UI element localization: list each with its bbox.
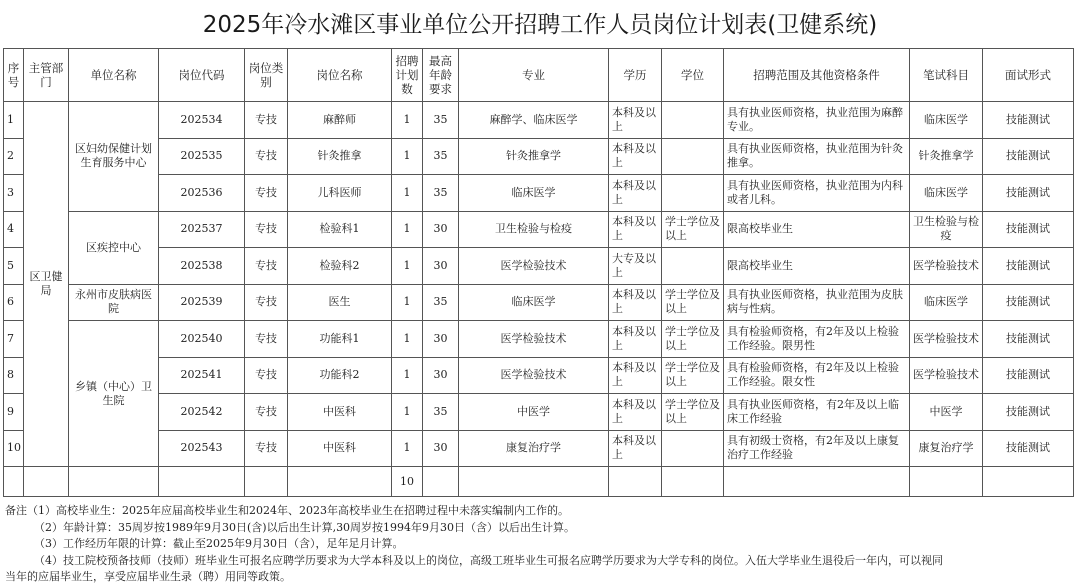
cell-unit: 区妇幼保健计划生育服务中心	[69, 102, 159, 212]
cell-seq: 10	[4, 430, 24, 467]
table-row	[4, 357, 1074, 394]
header-dept: 主管部门	[24, 49, 69, 102]
cell-exam: 临床医学	[910, 175, 983, 212]
table-row	[4, 394, 1074, 431]
cell-category: 专技	[245, 394, 288, 431]
cell-education: 本科及以上	[609, 211, 662, 248]
cell-exam: 医学检验技术	[910, 357, 983, 394]
header-quota: 招聘计划数	[392, 49, 423, 102]
cell-code: 202542	[159, 394, 245, 431]
cell-conditions: 具有执业医师资格，执业范围为麻醉专业。	[724, 102, 910, 139]
cell-exam: 康复治疗学	[910, 430, 983, 467]
cell-education: 本科及以上	[609, 138, 662, 175]
cell-category: 专技	[245, 175, 288, 212]
cell-seq: 5	[4, 248, 24, 285]
cell-code: 202540	[159, 321, 245, 358]
cell-major: 中医学	[459, 394, 609, 431]
cell-seq: 4	[4, 211, 24, 248]
cell-conditions: 具有执业医师资格，有2年及以上临床工作经验	[724, 394, 910, 431]
note-line: 当年的应届毕业生，享受应届毕业生录（聘）用同等政策。	[5, 570, 291, 583]
table-row	[4, 102, 1074, 139]
cell-post: 针灸推拿	[288, 138, 392, 175]
table-row	[4, 321, 1074, 358]
header-exam: 笔试科目	[910, 49, 983, 102]
header-major: 专业	[459, 49, 609, 102]
cell-conditions: 限高校毕业生	[724, 211, 910, 248]
cell-age: 35	[423, 394, 459, 431]
cell-exam: 医学检验技术	[910, 248, 983, 285]
cell-unit: 乡镇（中心）卫生院	[69, 321, 159, 467]
cell-quota: 1	[392, 321, 423, 358]
cell-code: 202541	[159, 357, 245, 394]
cell-post: 中医科	[288, 430, 392, 467]
cell-conditions: 具有检验师资格，有2年及以上检验工作经验。限男性	[724, 321, 910, 358]
cell-quota: 1	[392, 394, 423, 431]
cell-dept: 区卫健局	[24, 102, 69, 467]
cell-interview: 技能测试	[983, 394, 1074, 431]
cell-degree	[662, 102, 724, 139]
cell-education: 本科及以上	[609, 357, 662, 394]
cell-unit: 区疾控中心	[69, 211, 159, 284]
header-row	[4, 49, 1074, 102]
cell-major: 针灸推拿学	[459, 138, 609, 175]
cell-code: 202535	[159, 138, 245, 175]
cell-quota: 1	[392, 211, 423, 248]
cell-seq: 7	[4, 321, 24, 358]
cell-exam: 临床医学	[910, 102, 983, 139]
cell-conditions: 具有检验师资格，有2年及以上检验工作经验。限女性	[724, 357, 910, 394]
cell-age: 35	[423, 284, 459, 321]
cell-conditions: 具有执业医师资格，执业范围为皮肤病与性病。	[724, 284, 910, 321]
header-code: 岗位代码	[159, 49, 245, 102]
header-post: 岗位名称	[288, 49, 392, 102]
cell-degree	[662, 248, 724, 285]
note-line: （4）技工院校预备技师（技师）班毕业生可报名应聘学历要求为大学本科及以上的岗位，高级工班毕业生可报名应聘学历要求为大学专科的岗位。入伍大学毕业生退役后一年内，可以视同	[34, 553, 943, 567]
cell-post: 检验科2	[288, 248, 392, 285]
cell-unit: 永州市皮肤病医院	[69, 284, 159, 321]
cell-code: 202536	[159, 175, 245, 212]
cell-age: 30	[423, 357, 459, 394]
cell-code: 202539	[159, 284, 245, 321]
cell-code: 202537	[159, 211, 245, 248]
cell-major: 卫生检验与检疫	[459, 211, 609, 248]
cell-conditions: 具有执业医师资格，执业范围为内科或者儿科。	[724, 175, 910, 212]
cell-interview: 技能测试	[983, 138, 1074, 175]
table-row	[4, 430, 1074, 467]
cell-major: 临床医学	[459, 284, 609, 321]
header-interview: 面试形式	[983, 49, 1074, 102]
cell-age: 30	[423, 321, 459, 358]
header-conditions: 招聘范围及其他资格条件	[724, 49, 910, 102]
cell-quota: 1	[392, 102, 423, 139]
cell-major: 医学检验技术	[459, 321, 609, 358]
header-category: 岗位类别	[245, 49, 288, 102]
cell-conditions: 限高校毕业生	[724, 248, 910, 285]
cell-age: 30	[423, 430, 459, 467]
cell-post: 检验科1	[288, 211, 392, 248]
cell-quota: 1	[392, 138, 423, 175]
cell-seq: 3	[4, 175, 24, 212]
cell-interview: 技能测试	[983, 357, 1074, 394]
header-education: 学历	[609, 49, 662, 102]
cell-seq: 9	[4, 394, 24, 431]
table-row	[4, 175, 1074, 212]
header-age: 最高年龄要求	[423, 49, 459, 102]
cell-interview: 技能测试	[983, 211, 1074, 248]
cell-major: 医学检验技术	[459, 357, 609, 394]
cell-interview: 技能测试	[983, 430, 1074, 467]
position-plan-table	[3, 48, 1074, 497]
cell-exam: 卫生检验与检疫	[910, 211, 983, 248]
cell-post: 功能科2	[288, 357, 392, 394]
cell-age: 30	[423, 248, 459, 285]
cell-conditions: 具有执业医师资格，执业范围为针灸推拿。	[724, 138, 910, 175]
table-row	[4, 211, 1074, 248]
cell-category: 专技	[245, 211, 288, 248]
note-line: 备注（1）高校毕业生：2025年应届高校毕业生和2024年、2023年高校毕业生在招聘过程中未落实编制内工作的。	[5, 504, 569, 517]
cell-major: 医学检验技术	[459, 248, 609, 285]
cell-interview: 技能测试	[983, 248, 1074, 285]
cell-education: 大专及以上	[609, 248, 662, 285]
cell-degree	[662, 430, 724, 467]
cell-degree: 学士学位及以上	[662, 394, 724, 431]
cell-seq: 2	[4, 138, 24, 175]
cell-age: 35	[423, 102, 459, 139]
cell-degree	[662, 175, 724, 212]
cell-post: 儿科医师	[288, 175, 392, 212]
cell-post: 医生	[288, 284, 392, 321]
cell-degree: 学士学位及以上	[662, 321, 724, 358]
cell-interview: 技能测试	[983, 175, 1074, 212]
cell-degree: 学士学位及以上	[662, 211, 724, 248]
cell-education: 本科及以上	[609, 394, 662, 431]
cell-degree: 学士学位及以上	[662, 284, 724, 321]
cell-age: 30	[423, 211, 459, 248]
cell-degree	[662, 138, 724, 175]
cell-major: 临床医学	[459, 175, 609, 212]
cell-exam: 中医学	[910, 394, 983, 431]
cell-quota: 1	[392, 175, 423, 212]
cell-seq: 6	[4, 284, 24, 321]
cell-education: 本科及以上	[609, 175, 662, 212]
cell-degree: 学士学位及以上	[662, 357, 724, 394]
table-row	[4, 248, 1074, 285]
cell-conditions: 具有初级士资格，有2年及以上康复治疗工作经验	[724, 430, 910, 467]
table-row	[4, 138, 1074, 175]
cell-seq: 1	[4, 102, 24, 139]
cell-code: 202538	[159, 248, 245, 285]
cell-education: 本科及以上	[609, 321, 662, 358]
cell-post: 麻醉师	[288, 102, 392, 139]
cell-category: 专技	[245, 321, 288, 358]
header-degree: 学位	[662, 49, 724, 102]
cell-interview: 技能测试	[983, 284, 1074, 321]
total-row	[4, 467, 1074, 497]
cell-major: 康复治疗学	[459, 430, 609, 467]
cell-category: 专技	[245, 430, 288, 467]
cell-category: 专技	[245, 284, 288, 321]
cell-category: 专技	[245, 102, 288, 139]
cell-interview: 技能测试	[983, 321, 1074, 358]
cell-exam: 临床医学	[910, 284, 983, 321]
cell-exam: 医学检验技术	[910, 321, 983, 358]
cell-education: 本科及以上	[609, 284, 662, 321]
cell-age: 35	[423, 175, 459, 212]
cell-quota: 1	[392, 284, 423, 321]
cell-category: 专技	[245, 357, 288, 394]
cell-quota: 1	[392, 248, 423, 285]
cell-education: 本科及以上	[609, 430, 662, 467]
cell-post: 功能科1	[288, 321, 392, 358]
cell-exam: 针灸推拿学	[910, 138, 983, 175]
table-row	[4, 284, 1074, 321]
header-seq: 序号	[4, 49, 24, 102]
cell-seq: 8	[4, 357, 24, 394]
cell-quota: 1	[392, 430, 423, 467]
cell-age: 35	[423, 138, 459, 175]
cell-interview: 技能测试	[983, 102, 1074, 139]
header-unit: 单位名称	[69, 49, 159, 102]
cell-education: 本科及以上	[609, 102, 662, 139]
cell-category: 专技	[245, 138, 288, 175]
total-quota: 10	[392, 467, 423, 497]
cell-code: 202543	[159, 430, 245, 467]
cell-category: 专技	[245, 248, 288, 285]
note-line: （2）年龄计算：35周岁按1989年9月30日(含)以后出生计算,30周岁按1994年9月30日（含）以后出生计算。	[34, 520, 576, 534]
cell-post: 中医科	[288, 394, 392, 431]
cell-major: 麻醉学、临床医学	[459, 102, 609, 139]
page-title: 2025年冷水滩区事业单位公开招聘工作人员岗位计划表(卫健系统)	[202, 11, 878, 38]
notes-section	[5, 503, 1080, 586]
note-line: （3）工作经历年限的计算：截止至2025年9月30日（含），足年足月计算。	[34, 537, 404, 550]
cell-code: 202534	[159, 102, 245, 139]
cell-quota: 1	[392, 357, 423, 394]
